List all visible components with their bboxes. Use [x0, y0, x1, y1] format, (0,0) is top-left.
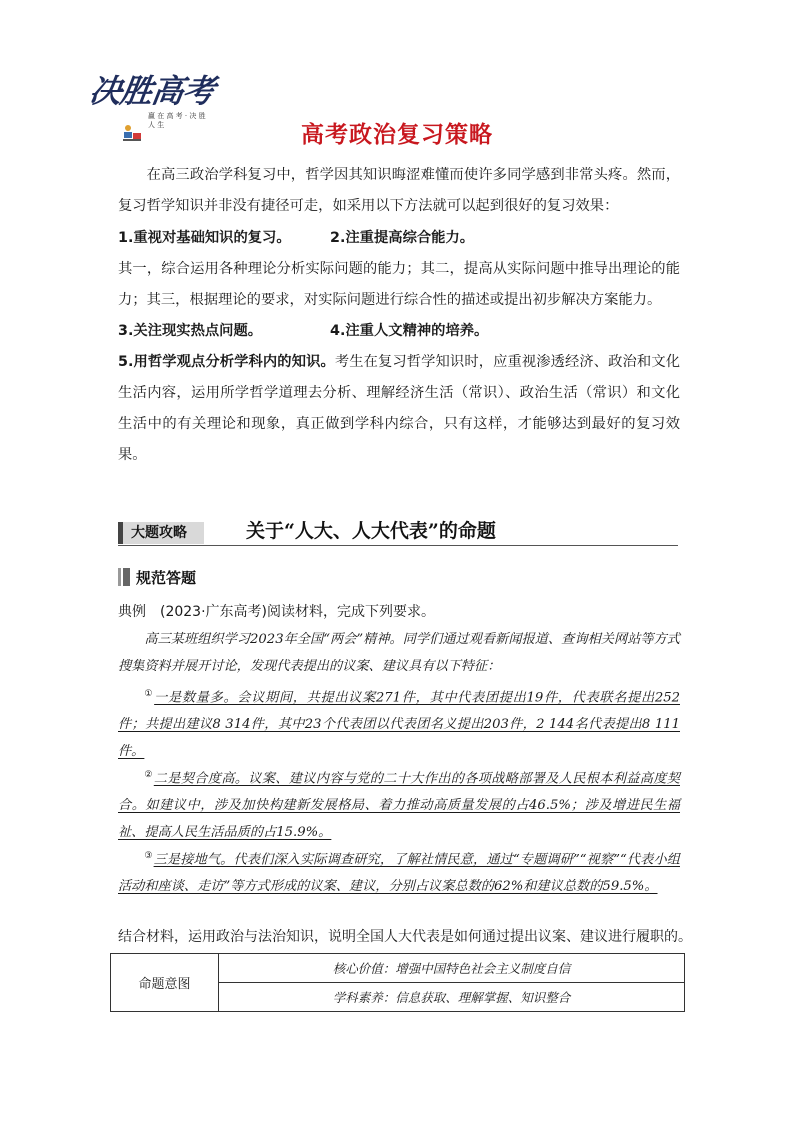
subheading-text: 规范答题 — [136, 568, 197, 587]
point-1: 1.重视对基础知识的复习。 — [118, 230, 291, 246]
circled-number-2: ② — [144, 770, 153, 780]
logo-tagline: 赢 在 高 考 · 决 胜 人 生 — [148, 112, 206, 129]
circled-number-3: ③ — [144, 851, 153, 861]
point-2-detail: 其一，综合运用各种理论分析实际问题的能力；其二，提高从实际问题中推导出理论的能力；其三，根据理论的要求，对实际问题进行综合性的描述或提出初步解决方案能力。 — [118, 261, 680, 308]
point-5-paragraph — [118, 347, 680, 471]
intent-label: 命题意图 — [111, 954, 219, 1012]
material-item-2-text: 二是契合度高。议案、建议内容与党的二十大作出的各项战略部署及人民根本利益高度契合。如建议中，涉及加快构建新发展格局、着力推动高质量发展的占46.5%；涉及增进民生福祉、提高人民生活品质的占15.9%。 — [118, 771, 680, 841]
example-line: 典例 (2023·广东高考)阅读材料，完成下列要求。 — [118, 604, 436, 620]
points-row-2 — [118, 316, 680, 347]
material-item-1-text: 一是数量多。会议期间，共提出议案271件，其中代表团提出19件，代表联名提出252件；共提出建议8 314件，其中23个代表团以代表团名义提出203件，2 144名代表提出8 111件。 — [118, 690, 680, 760]
subheading-bar-icon — [118, 568, 130, 586]
section-title: 关于“人大、人大代表”的命题 — [246, 520, 496, 542]
material-item-1 — [118, 681, 680, 765]
logo-brand-text: 决胜高考 — [87, 72, 217, 110]
material-item-3-text: 三是接地气。代表们深入实际调查研究，了解社情民意，通过“专题调研”“视察”“代表小组活动和座谈、走访”等方式形成的议案、建议，分别占议案总数的62%和建议总数的59.5%。 — [118, 852, 680, 895]
intent-core-value: 核心价值：增强中国特色社会主义制度自信 — [219, 954, 685, 983]
points-row-1 — [118, 223, 680, 254]
intro-paragraph: 在高三政治学科复习中，哲学因其知识晦涩难懂而使许多同学感到非常头疼。然而，复习哲学知识并非没有捷径可走，如采用以下方法就可以起到很好的复习效果： — [118, 167, 680, 214]
point-3: 3.关注现实热点问题。 — [118, 323, 263, 339]
material-item-3 — [118, 843, 680, 900]
document-title: 高考政治复习策略 — [301, 122, 493, 148]
material-item-2 — [118, 762, 680, 846]
point-2: 2.注重提高综合能力。 — [330, 230, 475, 246]
material-intro: 高三某班组织学习2023年全国“两会”精神。同学们通过观看新闻报道、查询相关网站等方式搜集资料并展开讨论，发现代表提出的议案、建议具有以下特征： — [118, 632, 680, 674]
circled-number-1: ① — [144, 689, 154, 699]
point-5-text: 考生在复习哲学知识时，应重视渗透经济、政治和文化生活内容，运用所学哲学道理去分析、理解经济生活（常识）、政治生活（常识）和文化生活中的有关理论和现象，真正做到学科内综合，只有这样，才能够达到最好的复习效果。 — [118, 354, 680, 463]
point-5-heading: 5.用哲学观点分析学科内的知识。 — [118, 354, 335, 370]
point-4: 4.注重人文精神的培养。 — [330, 323, 489, 339]
intent-literacy: 学科素养：信息获取、理解掌握、知识整合 — [219, 983, 685, 1012]
section-tag: 大题攻略 — [118, 522, 204, 544]
section-header — [118, 516, 678, 546]
intent-table — [110, 953, 685, 1012]
subheading — [118, 566, 196, 588]
question-text: 结合材料，运用政治与法治知识，说明全国人大代表是如何通过提出议案、建议进行履职的。 — [118, 929, 692, 945]
